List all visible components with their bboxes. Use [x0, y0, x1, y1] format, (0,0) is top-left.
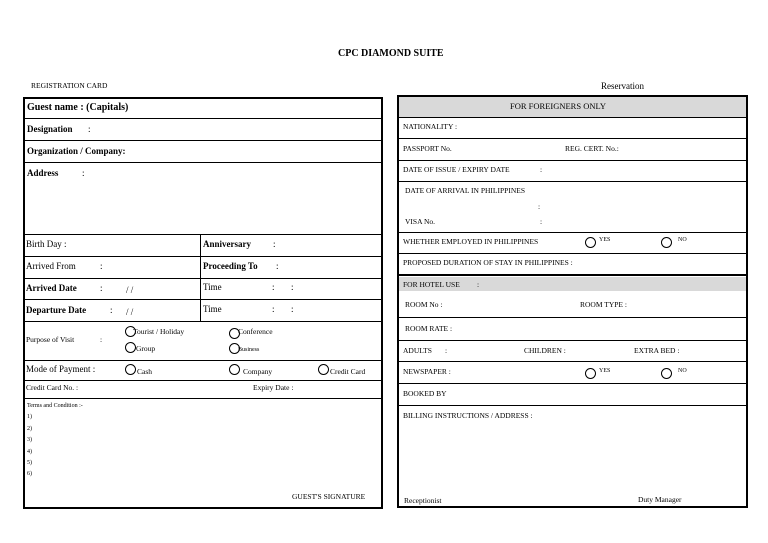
address-colon: : [82, 168, 85, 178]
adults-field[interactable]: ADULTS [403, 346, 432, 355]
date-of-arrival-colon: : [538, 202, 541, 211]
credit-card-no-field[interactable]: Credit Card No. : [26, 383, 79, 392]
group-label: Group [136, 344, 156, 353]
date-of-arrival-field[interactable]: DATE OF ARRIVAL IN PHILIPPINES [405, 186, 526, 195]
departure-date-colon: : [110, 305, 113, 315]
anniversary-field[interactable]: Anniversary [203, 239, 251, 249]
reservation-form [397, 95, 748, 508]
terms-item: 6) [27, 471, 32, 477]
children-field[interactable]: CHILDREN : [524, 346, 566, 355]
booked-by-field[interactable]: BOOKED BY [403, 389, 447, 398]
arrival-time-colon-2: : [291, 282, 294, 292]
guest-signature-label: GUEST'S SIGNATURE [292, 492, 366, 501]
extra-bed-field[interactable]: EXTRA BED : [634, 346, 680, 355]
conference-label: Conference [238, 327, 273, 336]
room-rate-field[interactable]: ROOM RATE : [405, 324, 453, 333]
arrived-date-slashes: / / [126, 285, 134, 295]
departure-time-colon-1: : [272, 304, 275, 314]
purpose-colon: : [100, 335, 103, 344]
employed-no-label: NO [678, 237, 687, 243]
arrived-date-colon: : [100, 283, 103, 293]
credit-card-label: Credit Card [330, 367, 366, 376]
arrived-from-field[interactable]: Arrived From [26, 261, 76, 271]
duty-manager-label: Duty Manager [638, 495, 682, 504]
receptionist-label: Receptionist [404, 496, 442, 505]
address-field[interactable]: Address [27, 168, 59, 178]
foreigners-header: FOR FOREIGNERS ONLY [510, 101, 606, 111]
employed-yes-radio[interactable] [585, 237, 596, 248]
room-type-field[interactable]: ROOM TYPE : [580, 300, 627, 309]
company-label: Company [243, 367, 273, 376]
proposed-duration-field[interactable]: PROPOSED DURATION OF STAY IN PHILIPPINES : [403, 258, 573, 267]
newspaper-yes-label: YES [599, 368, 611, 374]
arrival-time-field[interactable]: Time [203, 282, 222, 292]
business-label: Business [238, 347, 260, 353]
newspaper-no-radio[interactable] [661, 368, 672, 379]
page-title: CPC DIAMOND SUITE [338, 48, 444, 59]
birthday-field[interactable]: Birth Day : [26, 239, 67, 249]
departure-time-field[interactable]: Time [203, 304, 222, 314]
arrived-from-colon: : [100, 261, 103, 271]
expiry-date-field[interactable]: Expiry Date : [253, 383, 294, 392]
terms-item: 1) [27, 414, 32, 420]
date-of-issue-colon: : [540, 165, 543, 174]
billing-instructions-field[interactable]: BILLING INSTRUCTIONS / ADDRESS : [403, 411, 533, 420]
terms-item: 4) [27, 449, 32, 455]
arrival-time-colon-1: : [272, 282, 275, 292]
reservation-label: Reservation [601, 81, 644, 91]
employed-no-radio[interactable] [661, 237, 672, 248]
anniversary-colon: : [273, 239, 276, 249]
designation-field[interactable]: Designation [27, 124, 73, 134]
arrived-date-field[interactable]: Arrived Date [26, 283, 77, 293]
mode-of-payment-label: Mode of Payment : [26, 364, 96, 374]
registration-form [23, 97, 383, 509]
organization-field[interactable]: Organization / Company: [27, 146, 126, 156]
terms-item: 2) [27, 426, 32, 432]
cash-label: Cash [137, 367, 152, 376]
newspaper-no-label: NO [678, 368, 687, 374]
purpose-of-visit-label: Purpose of Visit [26, 335, 75, 344]
passport-no-field[interactable]: PASSPORT No. [403, 144, 452, 153]
credit-card-radio[interactable] [318, 364, 329, 375]
registration-card-label: REGISTRATION CARD [31, 81, 108, 90]
date-of-issue-field[interactable]: DATE OF ISSUE / EXPIRY DATE [403, 165, 510, 174]
room-no-field[interactable]: ROOM No : [405, 300, 443, 309]
tourist-holiday-label: Tourist / Holiday [133, 327, 185, 336]
reg-cert-no-field[interactable]: REG. CERT. No.: [565, 144, 619, 153]
nationality-field[interactable]: NATIONALITY : [403, 122, 458, 131]
employed-yes-label: YES [599, 237, 611, 243]
adults-colon: : [445, 346, 448, 355]
visa-no-colon: : [540, 217, 543, 226]
hotel-use-colon: : [477, 280, 480, 289]
proceeding-to-field[interactable]: Proceeding To [203, 261, 258, 271]
departure-date-field[interactable]: Departure Date [26, 305, 87, 315]
visa-no-field[interactable]: VISA No. [405, 217, 436, 226]
proceeding-to-colon: : [276, 261, 279, 271]
cash-radio[interactable] [125, 364, 136, 375]
newspaper-label: NEWSPAPER : [403, 367, 451, 376]
terms-title: Terms and Condition :- [27, 403, 83, 409]
terms-item: 3) [27, 437, 32, 443]
employed-label: WHETHER EMPLOYED IN PHILIPPINES [403, 237, 539, 246]
hotel-use-label: FOR HOTEL USE [403, 280, 460, 289]
designation-colon: : [88, 124, 91, 134]
group-radio[interactable] [125, 342, 136, 353]
company-radio[interactable] [229, 364, 240, 375]
departure-date-slashes: / / [126, 307, 134, 317]
terms-item: 5) [27, 460, 32, 466]
newspaper-yes-radio[interactable] [585, 368, 596, 379]
guest-name-field[interactable]: Guest name : (Capitals) [27, 102, 129, 113]
departure-time-colon-2: : [291, 304, 294, 314]
